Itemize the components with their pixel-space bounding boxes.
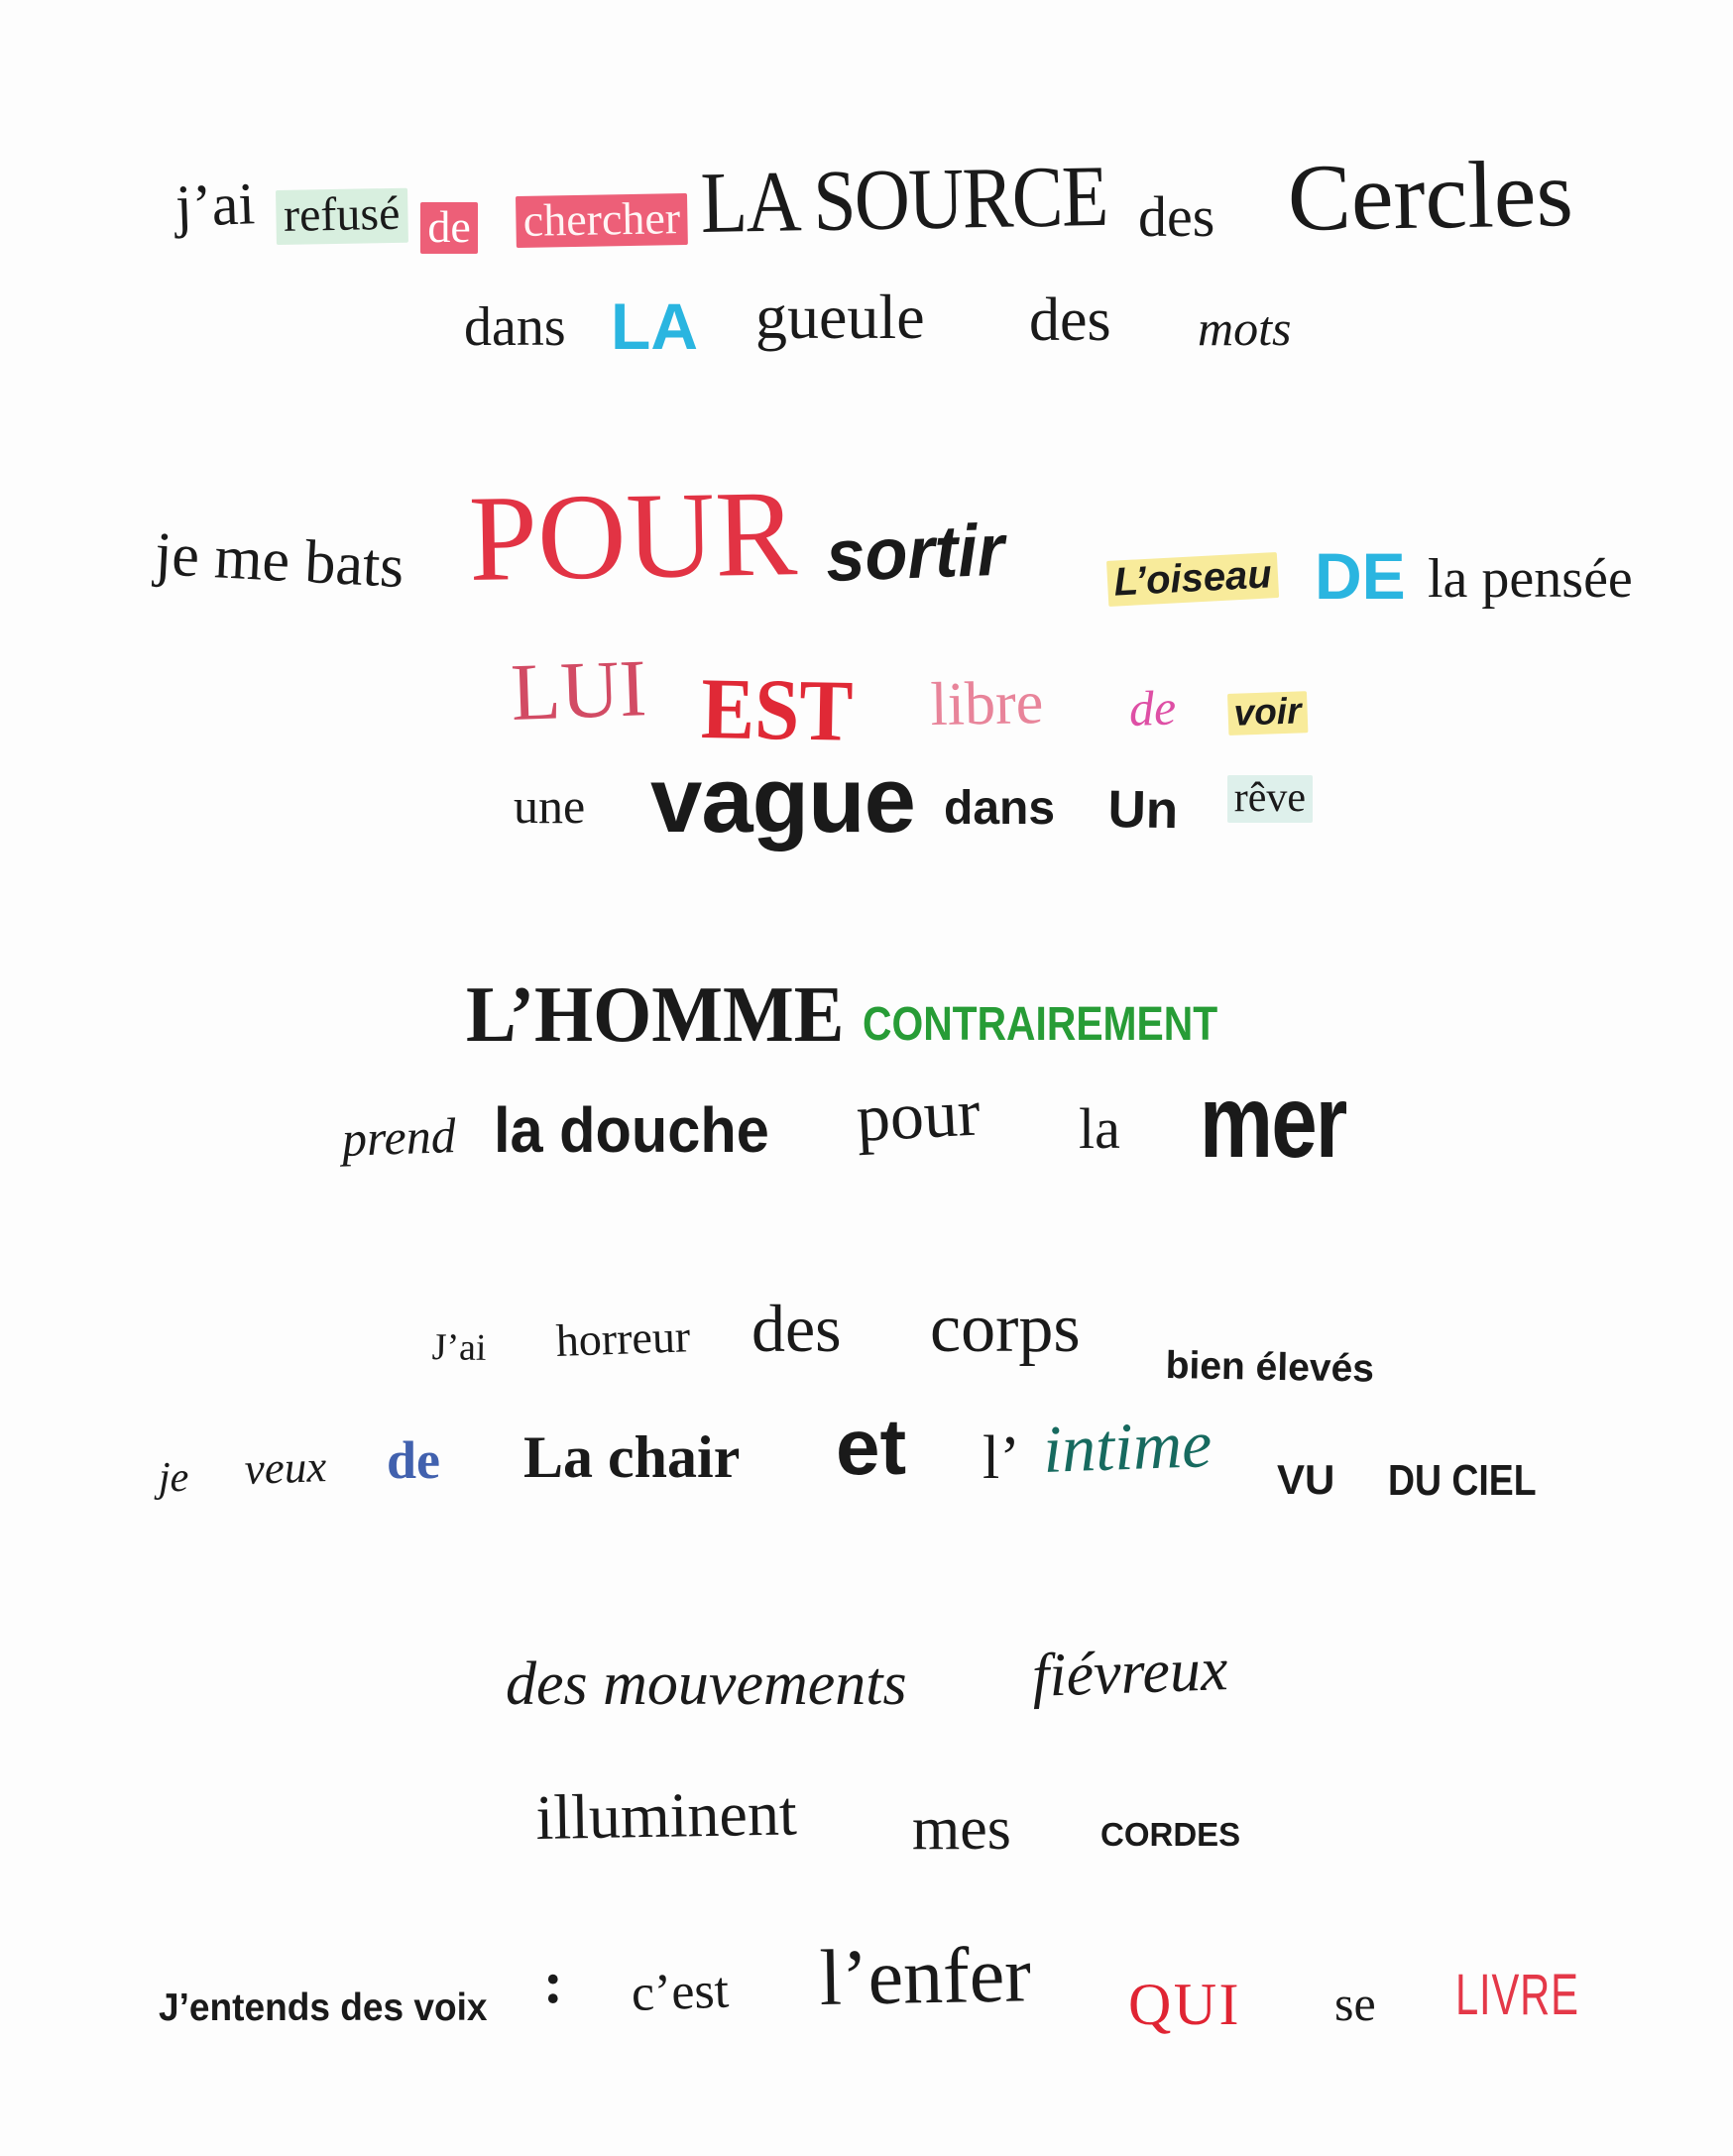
poem-word: La chair xyxy=(523,1424,741,1490)
poem-word: la pensée xyxy=(1428,548,1633,610)
poem-word: illuminent xyxy=(534,1777,798,1853)
poem-word: vague xyxy=(650,747,915,851)
poem-word: J’ai xyxy=(431,1326,487,1369)
poem-word: mer xyxy=(1200,1065,1346,1180)
poem-word: refusé xyxy=(276,188,408,245)
poem-word: chercher xyxy=(516,193,688,248)
poem-word: l’ xyxy=(982,1424,1020,1492)
poem-word: Cercles xyxy=(1286,139,1574,251)
poem-word: DU CIEL xyxy=(1388,1456,1537,1505)
poem-word: J’entends des voix xyxy=(159,1986,488,2029)
poem-word: fiévreux xyxy=(1030,1636,1229,1710)
poem-word: la xyxy=(1079,1096,1120,1161)
poem-word: voir xyxy=(1227,691,1308,736)
poem-word: sortir xyxy=(824,508,1006,597)
poem-word: horreur xyxy=(554,1310,691,1366)
poem-word: de xyxy=(387,1430,440,1490)
poem-word: L’oiseau xyxy=(1106,552,1279,607)
poem-word: DE xyxy=(1315,539,1406,613)
poem-word: de xyxy=(420,202,478,254)
poem-word: une xyxy=(514,778,586,834)
poem-word: des xyxy=(1029,286,1111,354)
poem-word: dans xyxy=(944,782,1056,835)
poem-word: rêve xyxy=(1227,775,1313,823)
poem-word: intime xyxy=(1041,1406,1213,1487)
poem-word: corps xyxy=(930,1291,1081,1367)
poem-word: LA xyxy=(611,289,698,363)
poem-word: VU xyxy=(1277,1456,1335,1503)
poem-word: des xyxy=(751,1291,842,1366)
poem-word: je xyxy=(159,1455,189,1501)
poem-word: Un xyxy=(1107,780,1179,841)
poem-word: CORDES xyxy=(1100,1816,1241,1853)
poem-word: se xyxy=(1334,1976,1376,2031)
poem-word: des mouvements xyxy=(506,1650,907,1718)
poem-word: la douche xyxy=(494,1094,769,1166)
poem-word: LA SOURCE xyxy=(699,148,1108,252)
poem-word: pour xyxy=(854,1074,982,1156)
poem-word: QUI xyxy=(1128,1972,1241,2037)
poem-word: prend xyxy=(340,1106,457,1167)
poem-word: LIVRE xyxy=(1455,1963,1579,2027)
poem-word: des xyxy=(1138,184,1215,249)
poem-word: je me bats xyxy=(153,520,406,602)
poem-word: c’est xyxy=(630,1962,730,2022)
poem-word: L’HOMME xyxy=(466,971,845,1059)
poem-word: de xyxy=(1127,679,1178,737)
poem-word: dans xyxy=(464,296,566,358)
poem-word: libre xyxy=(929,669,1044,738)
poem-word: bien élevés xyxy=(1165,1344,1375,1391)
poem-word: CONTRAIREMENT xyxy=(863,998,1218,1051)
poem-word: EST xyxy=(700,661,855,760)
poem-word: LUI xyxy=(509,642,648,738)
poem-word: POUR xyxy=(467,465,798,607)
poem-word: j’ai xyxy=(173,170,257,239)
poem-word: veux xyxy=(243,1441,328,1494)
poem-word: et xyxy=(836,1403,907,1491)
poem-word: mes xyxy=(912,1795,1011,1863)
poem-word: : xyxy=(543,1950,563,2015)
poem-word: l’enfer xyxy=(818,1931,1032,2022)
poem-word: mots xyxy=(1198,300,1292,356)
poem-word: gueule xyxy=(755,282,925,352)
